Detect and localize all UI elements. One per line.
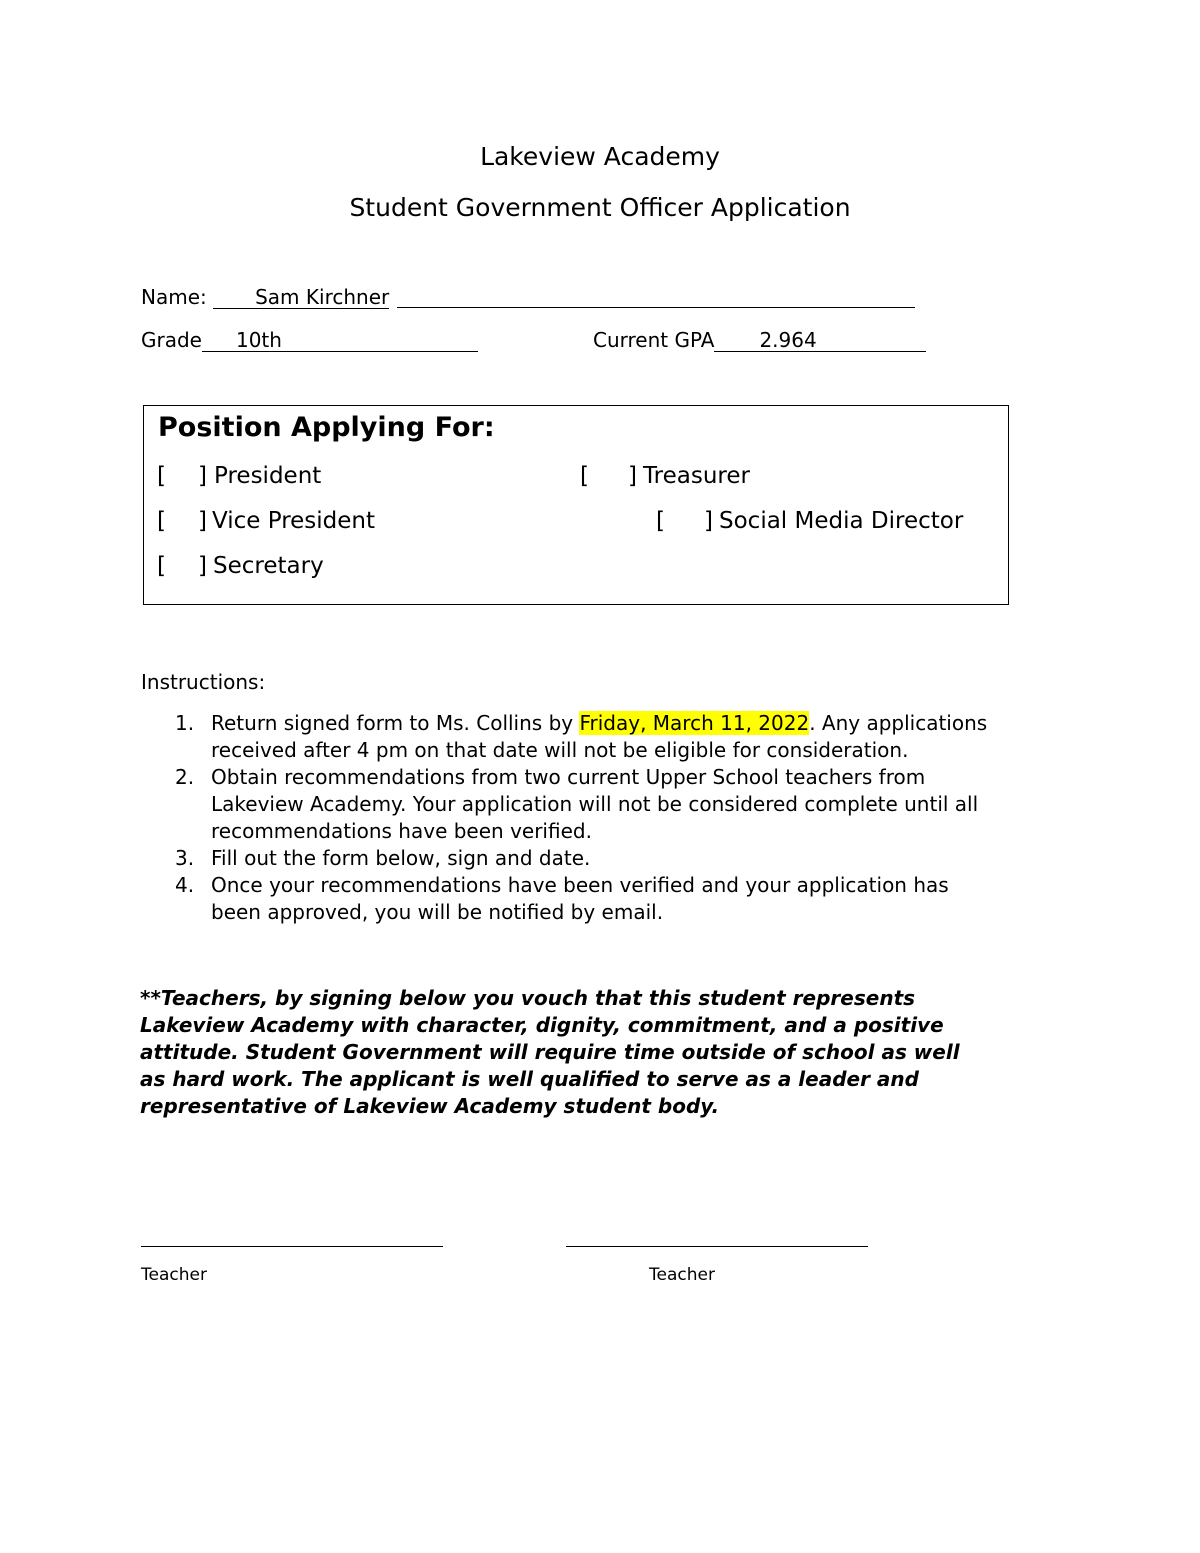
- checkbox-open-vice-president[interactable]: [: [157, 508, 166, 534]
- option-secretary-label: Secretary: [213, 553, 324, 579]
- checkbox-open-social-media-director[interactable]: [: [656, 508, 665, 534]
- instruction-text: received after 4 pm on that date will not be eligible for consideration.: [211, 738, 909, 762]
- teacher-signature-line-1[interactable]: [141, 1246, 443, 1247]
- instruction-number: 4.: [175, 873, 195, 897]
- instruction-number: 1.: [175, 711, 195, 735]
- gpa-field: [593, 328, 926, 352]
- instruction-text: Lakeview Academy. Your application will not be considered complete until all: [211, 792, 979, 816]
- checkbox-open-president[interactable]: [: [157, 463, 166, 489]
- checkbox-close-president[interactable]: ]: [198, 463, 207, 489]
- vouch-line: as hard work. The applicant is well qualified to serve as a leader and: [140, 1067, 919, 1091]
- option-social-media-director-label: Social Media Director: [719, 508, 964, 534]
- vouch-line: Lakeview Academy with character, dignity, commitment, and a positive: [140, 1013, 944, 1037]
- name-label: Name:: [141, 285, 214, 309]
- instruction-item: [175, 764, 1075, 845]
- instruction-item: [175, 872, 1075, 926]
- gpa-label: Current GPA: [593, 328, 715, 352]
- instruction-item: [175, 845, 1075, 872]
- instruction-text: Return signed form to Ms. Collins by: [211, 711, 580, 735]
- grade-label: Grade: [141, 328, 202, 352]
- grade-field: [141, 328, 478, 352]
- instruction-text: recommendations have been verified.: [211, 819, 592, 843]
- teacher-signature-line-2[interactable]: [566, 1246, 868, 1247]
- instruction-number: 2.: [175, 765, 195, 789]
- position-heading: Position Applying For:: [158, 412, 495, 443]
- name-value[interactable]: Sam Kirchner: [213, 286, 389, 309]
- vouch-line: **Teachers, by signing below you vouch that this student represents: [140, 986, 916, 1010]
- checkbox-open-treasurer[interactable]: [: [580, 463, 589, 489]
- instruction-text: Obtain recommendations from two current Upper School teachers from: [211, 765, 926, 789]
- teacher-vouch-statement: [140, 985, 960, 1120]
- instruction-text: been approved, you will be notified by email.: [211, 900, 664, 924]
- option-president-label: President: [214, 463, 322, 489]
- vouch-line: representative of Lakeview Academy student body.: [140, 1094, 720, 1118]
- name-field: [141, 285, 915, 309]
- instruction-text: Once your recommendations have been verified and your application has: [211, 873, 949, 897]
- school-name: Lakeview Academy: [480, 142, 720, 171]
- teacher-label-1: Teacher: [141, 1265, 207, 1285]
- gpa-value[interactable]: 2.964: [714, 329, 925, 352]
- checkbox-open-secretary[interactable]: [: [157, 553, 166, 579]
- instruction-text: Fill out the form below, sign and date.: [211, 846, 591, 870]
- teacher-label-2: Teacher: [649, 1265, 715, 1285]
- instruction-item: [175, 710, 1075, 764]
- checkbox-close-treasurer[interactable]: ]: [628, 463, 637, 489]
- name-blank-line: [397, 285, 915, 308]
- deadline-highlight: Friday, March 11, 2022: [579, 711, 810, 735]
- instruction-text: . Any applications: [809, 711, 988, 735]
- form-title: Student Government Officer Application: [349, 193, 851, 222]
- checkbox-close-social-media-director[interactable]: ]: [704, 508, 713, 534]
- grade-value[interactable]: 10th: [202, 329, 478, 352]
- instruction-number: 3.: [175, 846, 195, 870]
- option-vice-president-label: Vice President: [212, 508, 376, 534]
- instructions-label: Instructions:: [141, 670, 266, 694]
- checkbox-close-secretary[interactable]: ]: [198, 553, 207, 579]
- instructions-list: [175, 710, 1075, 926]
- vouch-line: attitude. Student Government will require time outside of school as well: [140, 1040, 960, 1064]
- option-treasurer-label: Treasurer: [643, 463, 750, 489]
- checkbox-close-vice-president[interactable]: ]: [198, 508, 207, 534]
